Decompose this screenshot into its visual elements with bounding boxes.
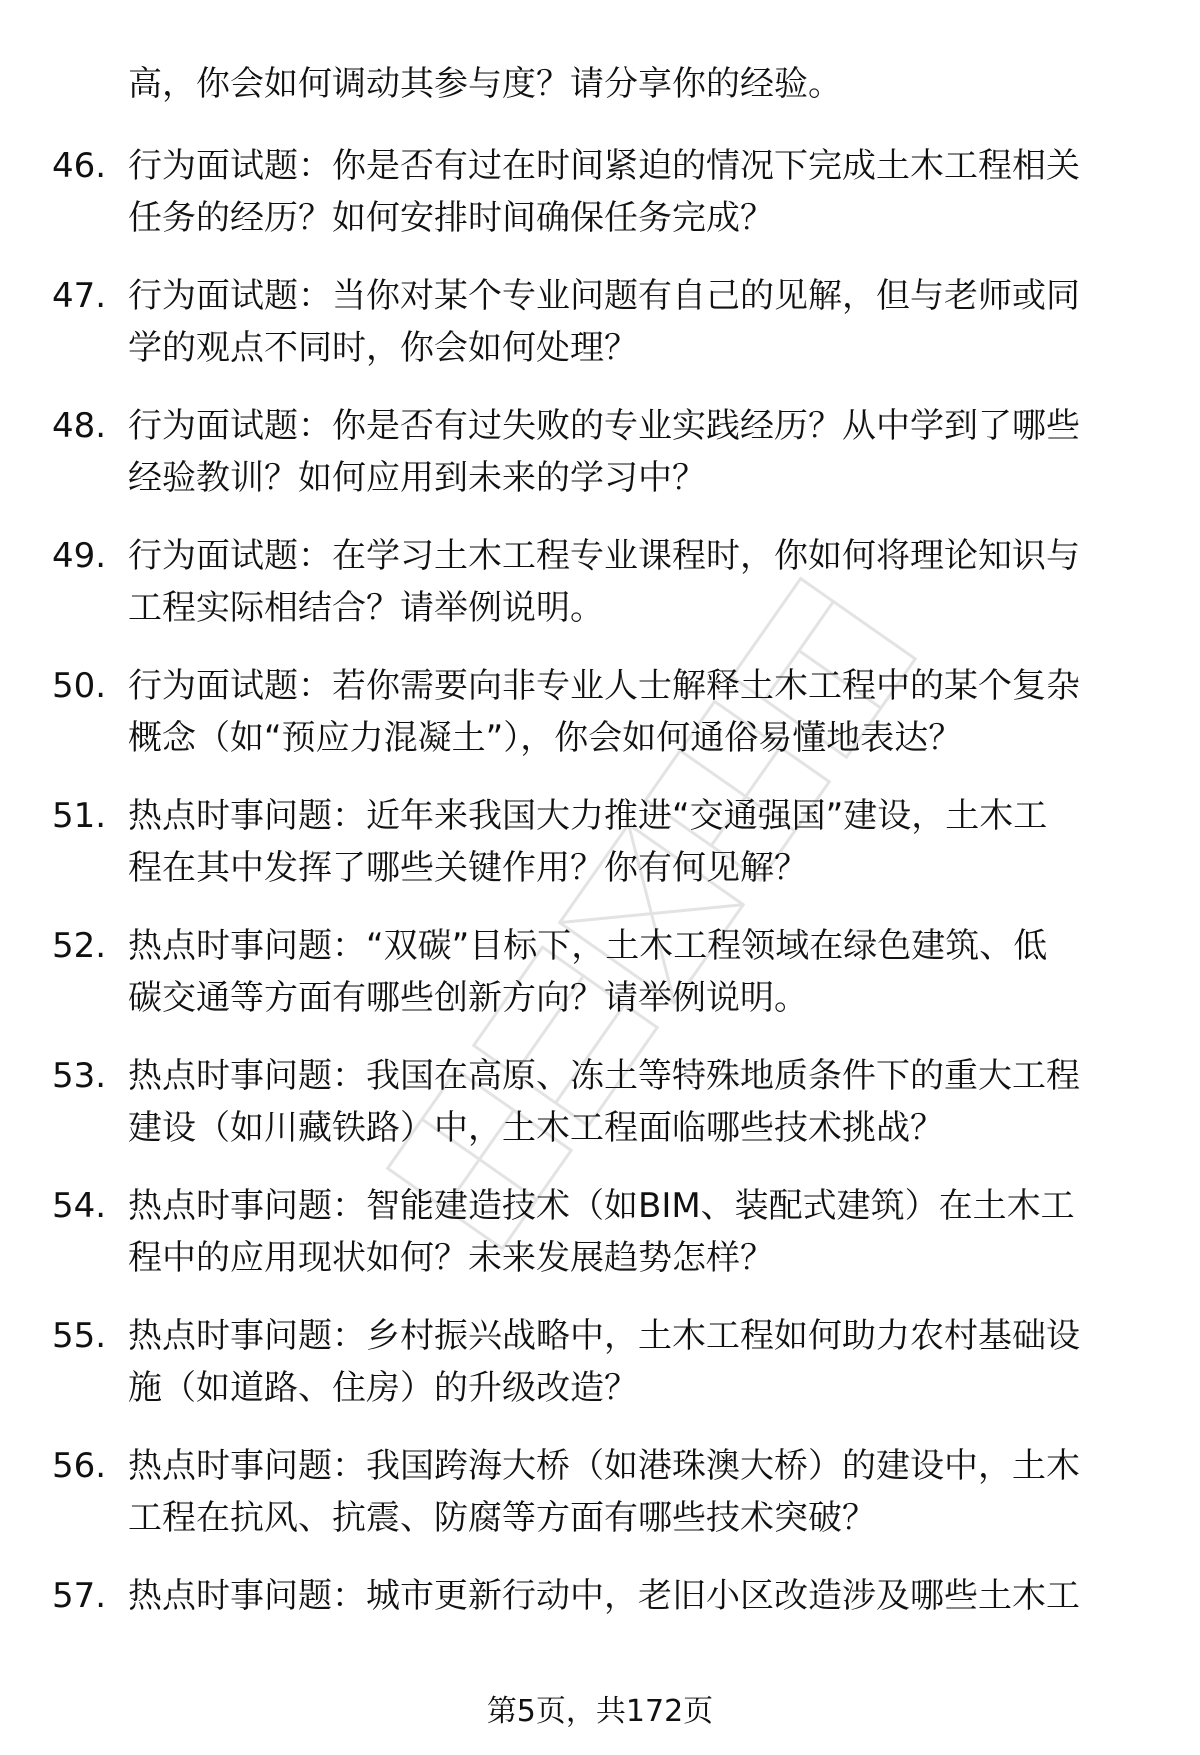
question-text [128,790,1148,894]
question-text-line: 建设（如川藏铁路）中，土木工程面临哪些技术挑战？ [128,1108,944,1148]
question-text-line: 学的观点不同时，你会如何处理？ [128,328,638,368]
question-text [128,1440,1148,1544]
question-number: 49. [52,536,107,576]
question-text [128,660,1148,764]
question-text-line: 热点时事问题：“双碳”目标下，土木工程领域在绿色建筑、低 [128,926,1048,966]
question-text-line: 施（如道路、住房）的升级改造？ [128,1368,638,1408]
question-text-line: 工程实际相结合？请举例说明。 [128,588,604,628]
question-text-line: 热点时事问题：乡村振兴战略中，土木工程如何助力农村基础设 [128,1316,1080,1356]
question-number: 55. [52,1316,107,1356]
question-text-line: 经验教训？如何应用到未来的学习中？ [128,458,706,498]
question-text [128,920,1148,1024]
question-number: 57. [52,1576,107,1616]
question-text-line: 热点时事问题：智能建造技术（如BIM、装配式建筑）在土木工 [128,1186,1075,1226]
question-text-line: 热点时事问题：近年来我国大力推进“交通强国”建设，土木工 [128,796,1048,836]
question-text-line: 任务的经历？如何安排时间确保任务完成？ [128,198,774,238]
question-text-line: 行为面试题：在学习土木工程专业课程时，你如何将理论知识与 [128,536,1080,576]
question-text [128,400,1148,504]
question-text-line: 程中的应用现状如何？未来发展趋势怎样？ [128,1238,774,1278]
question-number: 47. [52,276,107,316]
question-number: 53. [52,1056,107,1096]
question-item [0,1050,1200,1180]
question-list [0,140,1200,1700]
question-item [0,1310,1200,1440]
question-item [0,270,1200,400]
question-text-line: 热点时事问题：我国在高原、冻土等特殊地质条件下的重大工程 [128,1056,1080,1096]
question-text [128,1050,1148,1154]
question-item [0,530,1200,660]
question-item [0,920,1200,1050]
question-number: 50. [52,666,107,706]
question-item [0,140,1200,270]
question-item [0,1570,1200,1700]
continued-question-text: 高，你会如何调动其参与度？请分享你的经验。 [128,64,842,104]
question-text-line: 热点时事问题：城市更新行动中，老旧小区改造涉及哪些土木工 [128,1576,1080,1616]
question-text-line: 行为面试题：若你需要向非专业人士解释土木工程中的某个复杂 [128,666,1080,706]
question-text [128,140,1148,244]
question-number: 48. [52,406,107,446]
question-number: 51. [52,796,107,836]
question-item [0,790,1200,920]
question-text-line: 工程在抗风、抗震、防腐等方面有哪些技术突破？ [128,1498,876,1538]
question-number: 54. [52,1186,107,1226]
question-text-line: 程在其中发挥了哪些关键作用？你有何见解？ [128,848,808,888]
question-item [0,1180,1200,1310]
question-text-line: 行为面试题：你是否有过失败的专业实践经历？从中学到了哪些 [128,406,1080,446]
question-number: 46. [52,146,107,186]
question-text [128,530,1148,634]
question-text [128,1180,1148,1284]
question-item [0,1440,1200,1570]
question-text [128,1310,1148,1414]
question-number: 52. [52,926,107,966]
question-number: 56. [52,1446,107,1486]
question-text-line: 概念（如“预应力混凝土”），你会如何通俗易懂地表达？ [128,718,963,758]
question-item [0,660,1200,790]
question-item [0,400,1200,530]
question-text [128,1570,1148,1622]
question-text-line: 行为面试题：当你对某个专业问题有自己的见解，但与老师或同 [128,276,1080,316]
page-footer: 第5页，共172页 [486,1694,714,1729]
question-text [128,270,1148,374]
question-text-line: 热点时事问题：我国跨海大桥（如港珠澳大桥）的建设中，土木 [128,1446,1080,1486]
question-text-line: 碳交通等方面有哪些创新方向？请举例说明。 [128,978,808,1018]
question-text-line: 行为面试题：你是否有过在时间紧迫的情况下完成土木工程相关 [128,146,1080,186]
